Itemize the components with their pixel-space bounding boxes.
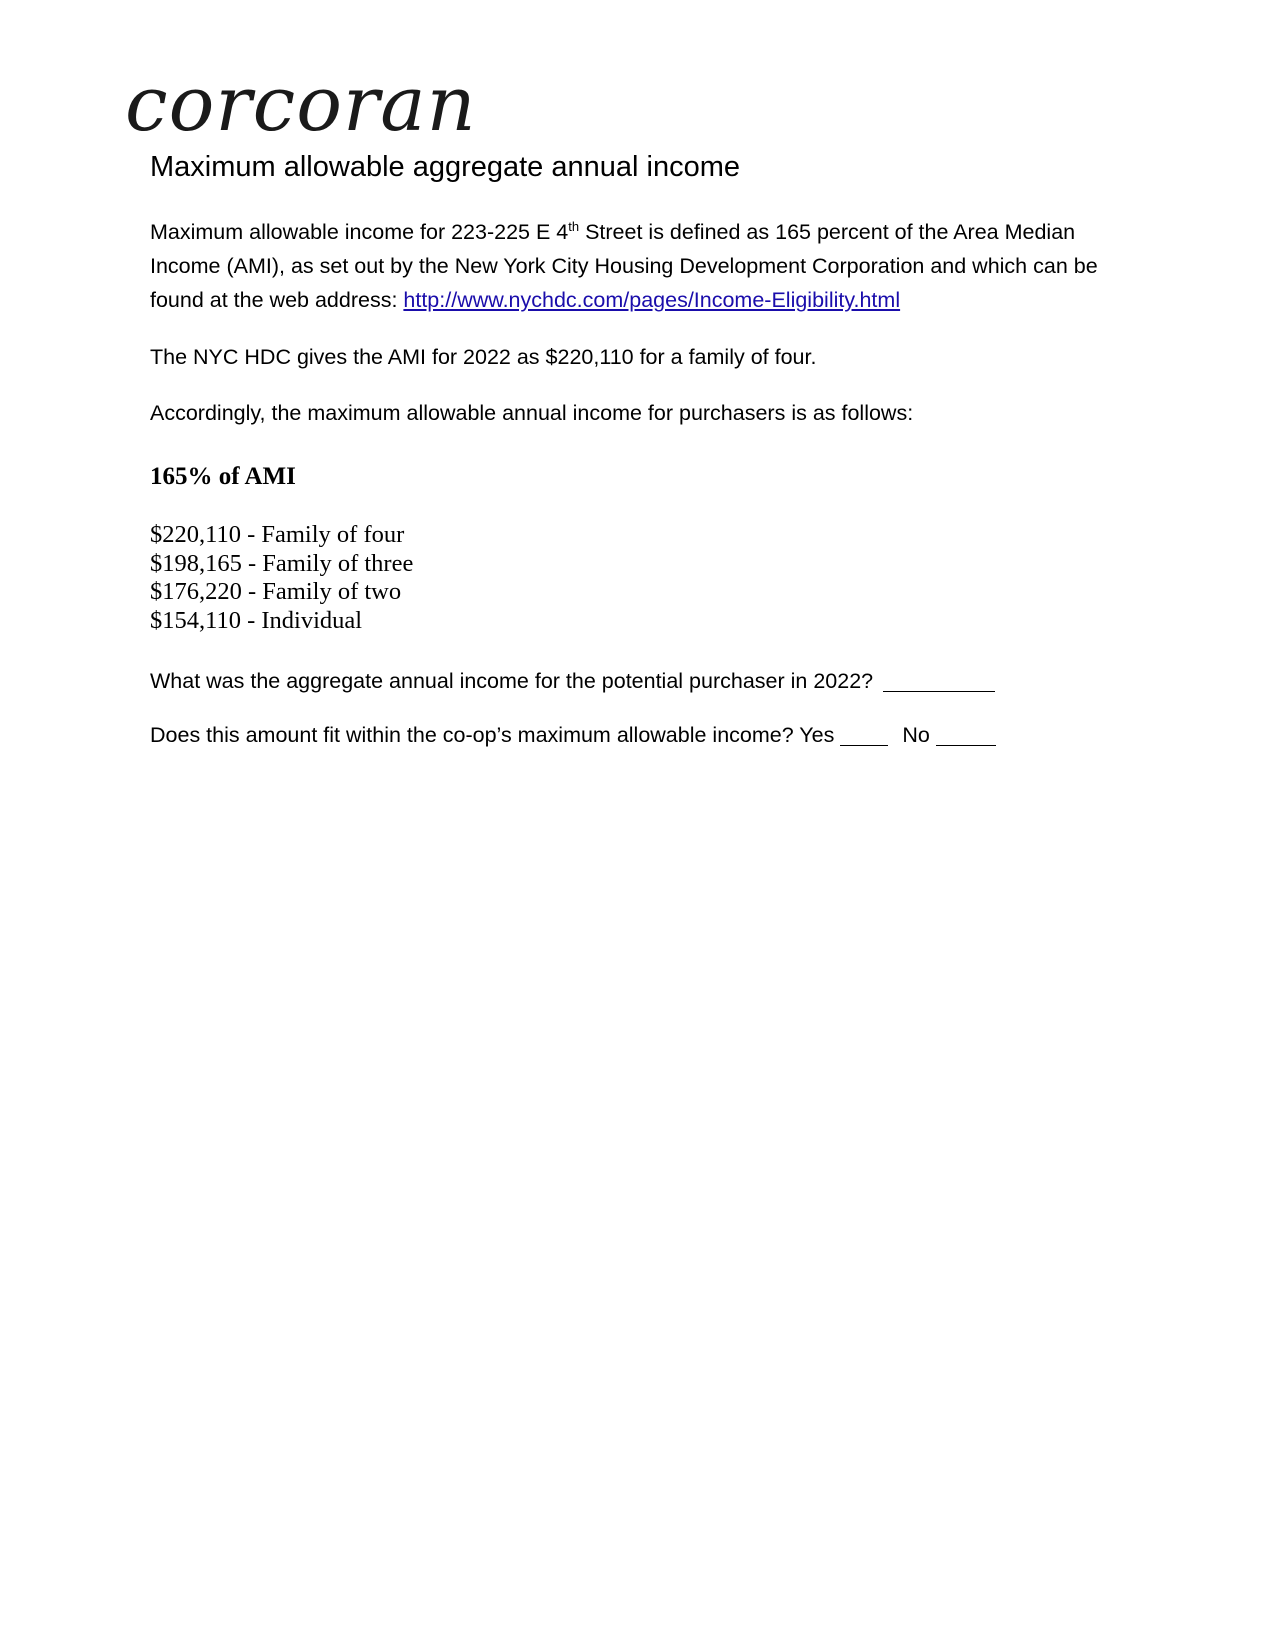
intro-text-part2: Street is defined as 165 percent of the Area Median Income (AMI), as set out by the New York City Housing Development Corporation and which can be found at the web address: (150, 220, 1098, 312)
fit-question (150, 718, 1150, 752)
ami-statement: The NYC HDC gives the AMI for 2022 as $220,110 for a family of four. (150, 345, 817, 369)
list-item: $176,220 - Family of two (150, 578, 402, 605)
income-limits-list (150, 521, 413, 635)
intro-paragraph (150, 215, 1150, 317)
list-item: $220,110 - Family of four (150, 521, 405, 548)
intro-text-part1: Maximum allowable income for 223-225 E 4 (150, 220, 569, 244)
list-item: $154,110 - Individual (150, 606, 363, 634)
income-question (150, 664, 1150, 698)
yes-answer-blank[interactable] (840, 723, 888, 746)
no-label: No (902, 723, 930, 747)
page-title: Maximum allowable aggregate annual income (150, 151, 740, 183)
income-answer-blank[interactable] (883, 669, 995, 692)
accordingly-statement: Accordingly, the maximum allowable annual income for purchasers is as follows: (150, 401, 914, 425)
ordinal-suffix: th (568, 218, 580, 234)
corcoran-logo: corcoran (125, 59, 477, 148)
ami-section-title: 165% of AMI (150, 463, 296, 490)
income-question-text: What was the aggregate annual income for the potential purchaser in 2022? (150, 669, 874, 693)
income-eligibility-link[interactable]: http://www.nychdc.com/pages/Income-Eligibility.html (403, 288, 901, 312)
fit-question-text: Does this amount fit within the co-op’s maximum allowable income? Yes (150, 723, 835, 747)
no-answer-blank[interactable] (936, 723, 996, 746)
list-item: $198,165 - Family of three (150, 549, 414, 577)
